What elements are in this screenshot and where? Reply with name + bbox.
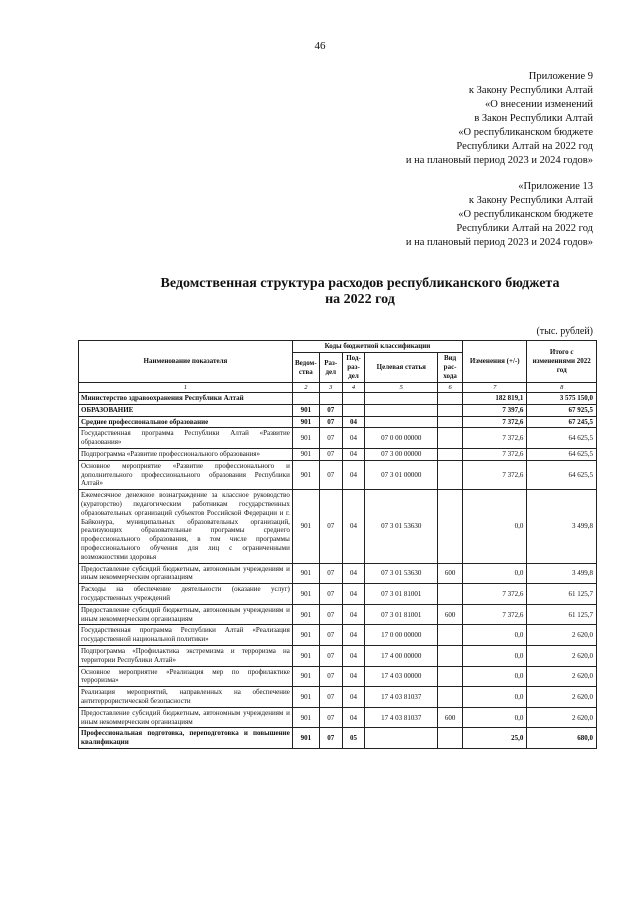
row-dept-cell: 901	[292, 460, 319, 489]
row-total-cell: 64 625,5	[527, 428, 597, 449]
table-row	[79, 460, 597, 489]
row-change-cell: 0,0	[463, 666, 527, 687]
row-exp-type-cell	[438, 428, 463, 449]
header-dept: Ведом-ства	[292, 353, 319, 383]
row-exp-type-cell: 600	[438, 563, 463, 584]
table-row	[79, 448, 597, 460]
row-section-cell: 07	[319, 404, 342, 416]
row-section-cell: 07	[319, 645, 342, 666]
table-row	[79, 428, 597, 449]
row-change-cell: 25,0	[463, 728, 527, 749]
row-name-cell: Основное мероприятие «Реализация мер по профилактике терроризма»	[79, 666, 293, 687]
row-exp-type-cell: 600	[438, 604, 463, 625]
header-changes: Изменения (+/-)	[463, 341, 527, 383]
row-name-cell: Реализация мероприятий, направленных на обеспечение антитеррористической безопасности	[79, 687, 293, 708]
appendix-line: и на плановый период 2023 и 2024 годов»	[405, 155, 593, 166]
row-name-cell: Профессиональная подготовка, переподготовка и повышение квалификации	[79, 728, 293, 749]
row-dept-cell: 901	[292, 666, 319, 687]
row-total-cell: 2 620,0	[527, 687, 597, 708]
row-subsection-cell: 04	[342, 460, 365, 489]
table-row	[79, 563, 597, 584]
appendix-line: к Закону Республики Алтай	[468, 85, 593, 96]
row-total-cell: 2 620,0	[527, 707, 597, 728]
row-name-cell: Среднее профессиональное образование	[79, 416, 293, 428]
row-dept-cell: 901	[292, 563, 319, 584]
row-dept-cell: 901	[292, 428, 319, 449]
appendix-line: и на плановый период 2023 и 2024 годов»	[405, 237, 593, 248]
row-total-cell: 61 125,7	[527, 604, 597, 625]
row-subsection-cell: 04	[342, 645, 365, 666]
appendix-line: Приложение 9	[528, 71, 593, 82]
row-target-cell: 07 3 01 81001	[365, 604, 438, 625]
row-target-cell	[365, 728, 438, 749]
column-index: 2	[292, 383, 319, 393]
row-exp-type-cell	[438, 404, 463, 416]
row-name-cell: Государственная программа Республики Алтай «Развитие образования»	[79, 428, 293, 449]
row-target-cell: 17 0 00 00000	[365, 625, 438, 646]
row-dept-cell: 901	[292, 416, 319, 428]
header-total: Итого с изменениями 2022 год	[527, 341, 597, 383]
row-exp-type-cell	[438, 625, 463, 646]
row-total-cell: 3 575 150,0	[527, 393, 597, 405]
row-change-cell: 7 372,6	[463, 584, 527, 605]
row-dept-cell: 901	[292, 604, 319, 625]
header-exp-type: Вид рас-хода	[438, 353, 463, 383]
row-change-cell: 7 372,6	[463, 604, 527, 625]
row-section-cell: 07	[319, 460, 342, 489]
row-exp-type-cell	[438, 728, 463, 749]
title-line: Ведомственная структура расходов республиканского бюджета	[160, 276, 560, 291]
row-subsection-cell	[342, 393, 365, 405]
table-row	[79, 404, 597, 416]
appendix-line: в Закон Республики Алтай	[474, 113, 593, 124]
row-name-cell: Основное мероприятие «Развитие профессионального и дополнительного профессионального образования Республики Алтай»	[79, 460, 293, 489]
row-name-cell: ОБРАЗОВАНИЕ	[79, 404, 293, 416]
row-section-cell: 07	[319, 687, 342, 708]
row-change-cell: 0,0	[463, 687, 527, 708]
table-row	[79, 707, 597, 728]
row-exp-type-cell	[438, 687, 463, 708]
row-section-cell	[319, 393, 342, 405]
row-subsection-cell: 04	[342, 584, 365, 605]
row-change-cell: 7 397,6	[463, 404, 527, 416]
row-subsection-cell: 04	[342, 707, 365, 728]
row-name-cell: Ежемесячное денежное вознаграждение за классное руководство (кураторство) педагогическим работникам государственных образовательных организаций субъектов Российской Федерации и г. Байконура, муниципальных образовательных организаций, реализующих образовательные программы среднего профессионального образования, в том числе программы профессионального обучения для лиц с ограниченными возможностями здоровья	[79, 490, 293, 563]
row-change-cell: 7 372,6	[463, 428, 527, 449]
row-subsection-cell: 04	[342, 416, 365, 428]
row-target-cell: 07 0 00 00000	[365, 428, 438, 449]
column-index: 4	[342, 383, 365, 393]
title-line: на 2022 год	[325, 292, 395, 307]
document-title	[0, 276, 640, 308]
row-exp-type-cell	[438, 490, 463, 563]
column-index: 6	[438, 383, 463, 393]
appendix-line: к Закону Республики Алтай	[468, 195, 593, 206]
row-dept-cell: 901	[292, 490, 319, 563]
row-dept-cell: 901	[292, 584, 319, 605]
row-exp-type-cell	[438, 416, 463, 428]
row-subsection-cell: 04	[342, 666, 365, 687]
row-section-cell: 07	[319, 625, 342, 646]
row-section-cell: 07	[319, 666, 342, 687]
row-change-cell: 7 372,6	[463, 448, 527, 460]
appendix-line: Республики Алтай на 2022 год	[456, 141, 593, 152]
appendix-13-header	[406, 180, 593, 250]
row-target-cell	[365, 393, 438, 405]
row-subsection-cell: 05	[342, 728, 365, 749]
row-section-cell: 07	[319, 448, 342, 460]
row-change-cell: 0,0	[463, 563, 527, 584]
row-section-cell: 07	[319, 428, 342, 449]
row-change-cell: 0,0	[463, 625, 527, 646]
table-row	[79, 393, 597, 405]
row-target-cell: 07 3 01 81001	[365, 584, 438, 605]
row-subsection-cell: 04	[342, 448, 365, 460]
page-number: 46	[314, 40, 326, 52]
row-dept-cell: 901	[292, 728, 319, 749]
row-exp-type-cell	[438, 645, 463, 666]
appendix-line: Республики Алтай на 2022 год	[456, 223, 593, 234]
row-section-cell: 07	[319, 563, 342, 584]
header-row	[79, 341, 597, 353]
row-change-cell: 7 372,6	[463, 416, 527, 428]
row-subsection-cell: 04	[342, 687, 365, 708]
row-name-cell: Подпрограмма «Профилактика экстремизма и терроризма на территории Республики Алтай»	[79, 645, 293, 666]
row-target-cell: 07 3 01 53630	[365, 490, 438, 563]
row-target-cell: 07 3 01 00000	[365, 460, 438, 489]
row-total-cell: 64 625,5	[527, 460, 597, 489]
row-total-cell: 64 625,5	[527, 448, 597, 460]
row-target-cell: 07 3 00 00000	[365, 448, 438, 460]
row-name-cell: Подпрограмма «Развитие профессионального образования»	[79, 448, 293, 460]
row-subsection-cell: 04	[342, 625, 365, 646]
row-target-cell: 17 4 00 00000	[365, 645, 438, 666]
row-section-cell: 07	[319, 604, 342, 625]
appendix-9-header	[406, 70, 593, 168]
row-total-cell: 680,0	[527, 728, 597, 749]
row-subsection-cell: 04	[342, 490, 365, 563]
row-name-cell: Государственная программа Республики Алтай «Реализация государственной национальной политики»	[79, 625, 293, 646]
row-subsection-cell: 04	[342, 428, 365, 449]
column-index: 7	[463, 383, 527, 393]
row-change-cell: 0,0	[463, 645, 527, 666]
row-change-cell: 0,0	[463, 490, 527, 563]
header-name: Наименование показателя	[79, 341, 293, 383]
row-name-cell: Расходы на обеспечение деятельности (оказание услуг) государственных учреждений	[79, 584, 293, 605]
row-total-cell: 3 499,8	[527, 563, 597, 584]
row-exp-type-cell	[438, 584, 463, 605]
appendix-line: «О республиканском бюджете	[458, 127, 593, 138]
row-name-cell: Министерство здравоохранения Республики Алтай	[79, 393, 293, 405]
row-name-cell: Предоставление субсидий бюджетным, автономным учреждениям и иным некоммерческим организациям	[79, 707, 293, 728]
appendix-line: «Приложение 13	[518, 181, 593, 192]
row-dept-cell: 901	[292, 707, 319, 728]
table-row	[79, 687, 597, 708]
row-subsection-cell	[342, 404, 365, 416]
row-name-cell: Предоставление субсидий бюджетным, автономным учреждениям и иным некоммерческим организациям	[79, 563, 293, 584]
column-index: 5	[365, 383, 438, 393]
row-dept-cell: 901	[292, 687, 319, 708]
table-row	[79, 728, 597, 749]
row-dept-cell	[292, 393, 319, 405]
row-exp-type-cell: 600	[438, 707, 463, 728]
row-target-cell: 07 3 01 53630	[365, 563, 438, 584]
row-exp-type-cell	[438, 460, 463, 489]
column-index: 8	[527, 383, 597, 393]
row-exp-type-cell	[438, 666, 463, 687]
row-total-cell: 2 620,0	[527, 625, 597, 646]
appendix-line: «О республиканском бюджете	[458, 209, 593, 220]
table-row	[79, 584, 597, 605]
row-dept-cell: 901	[292, 448, 319, 460]
header-section: Раз-дел	[319, 353, 342, 383]
table-row	[79, 604, 597, 625]
header-target: Целевая статья	[365, 353, 438, 383]
row-name-cell: Предоставление субсидий бюджетным, автономным учреждениям и иным некоммерческим организациям	[79, 604, 293, 625]
row-exp-type-cell	[438, 448, 463, 460]
row-change-cell: 182 819,1	[463, 393, 527, 405]
table-row	[79, 416, 597, 428]
row-target-cell: 17 4 03 81037	[365, 687, 438, 708]
table-row	[79, 625, 597, 646]
column-index: 1	[79, 383, 293, 393]
row-total-cell: 61 125,7	[527, 584, 597, 605]
row-subsection-cell: 04	[342, 563, 365, 584]
column-index: 3	[319, 383, 342, 393]
row-dept-cell: 901	[292, 625, 319, 646]
column-index-row	[79, 383, 597, 393]
budget-table	[78, 340, 597, 749]
row-dept-cell: 901	[292, 404, 319, 416]
row-section-cell: 07	[319, 707, 342, 728]
row-target-cell: 17 4 03 00000	[365, 666, 438, 687]
row-total-cell: 67 925,5	[527, 404, 597, 416]
row-section-cell: 07	[319, 728, 342, 749]
row-total-cell: 3 499,8	[527, 490, 597, 563]
row-target-cell: 17 4 03 81037	[365, 707, 438, 728]
units-label: (тыс. рублей)	[536, 326, 593, 337]
row-total-cell: 2 620,0	[527, 645, 597, 666]
row-section-cell: 07	[319, 584, 342, 605]
row-change-cell: 7 372,6	[463, 460, 527, 489]
row-section-cell: 07	[319, 490, 342, 563]
header-codes-group: Коды бюджетной классификации	[292, 341, 462, 353]
row-dept-cell: 901	[292, 645, 319, 666]
appendix-line: «О внесении изменений	[485, 99, 593, 110]
table-row	[79, 645, 597, 666]
table-row	[79, 490, 597, 563]
header-subsection: Под-раз-дел	[342, 353, 365, 383]
row-target-cell	[365, 416, 438, 428]
row-total-cell: 2 620,0	[527, 666, 597, 687]
row-exp-type-cell	[438, 393, 463, 405]
table-row	[79, 666, 597, 687]
row-change-cell: 0,0	[463, 707, 527, 728]
row-section-cell: 07	[319, 416, 342, 428]
row-total-cell: 67 245,5	[527, 416, 597, 428]
row-target-cell	[365, 404, 438, 416]
row-subsection-cell: 04	[342, 604, 365, 625]
